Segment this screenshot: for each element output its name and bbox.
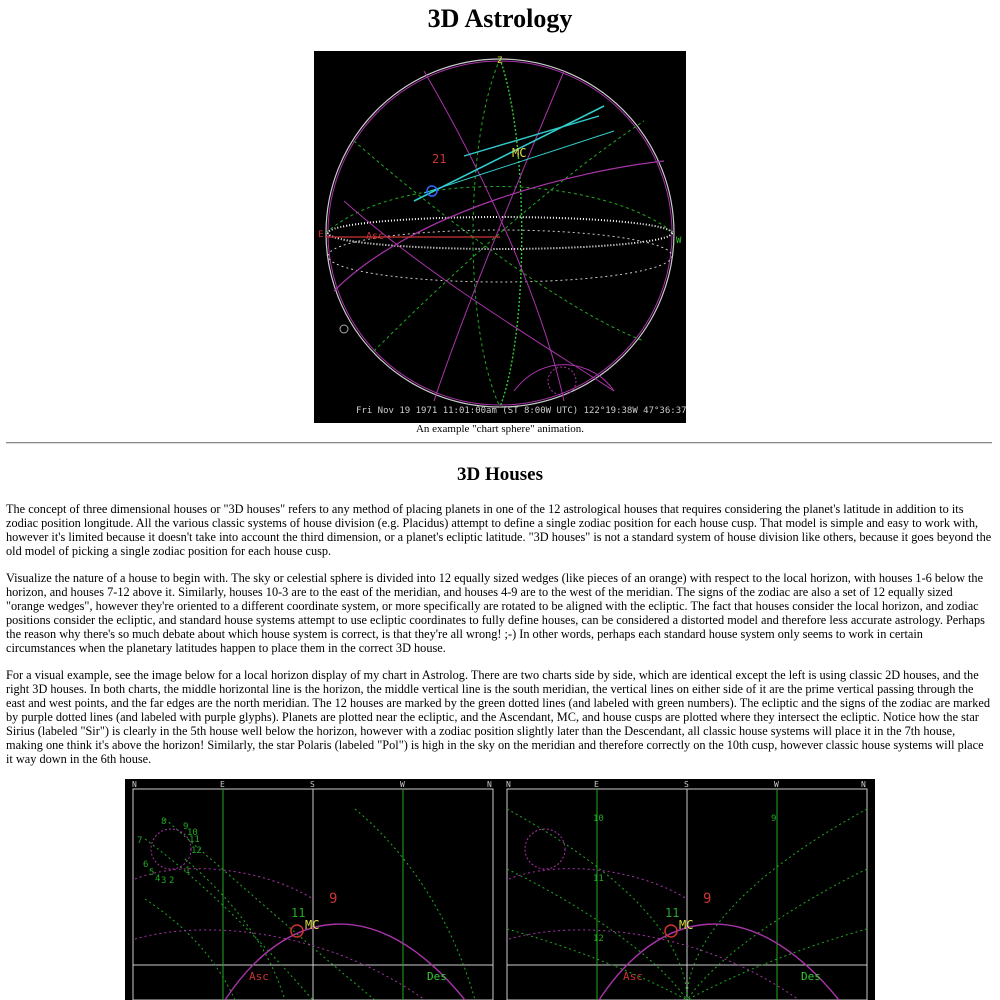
house-num: 2 — [169, 876, 175, 886]
section-title: 3D Houses — [456, 464, 544, 485]
paragraph-visual-example: For a visual example, see the image below for a local horizon display of my chart in Astrolog. There are two charts side by side, which are identical except the left is using classic 2D houses, and the right 3D houses. In both charts, the middle horizontal line is the horizon, the middle vertical line is the south meridian, the vertical lines on either side of it are the prime vertical passing through the east and west points, and the far edges are the north meridian. The 12 houses are marked by the green dotted lines (and labeled with green numbers). The ecliptic and the signs of the zodiac are marked by purple dotted lines (and labeled with purple glyphs). Planets are plotted near the ecliptic, and the Ascendant, MC, and house cusps are plotted where they intersect the ecliptic. Notice how the star Sirius (labeled "Sir") is clearly in the 5th house well below the horizon, however with a zodiac position slightly later than the Descendant, all classic house systems will place it in the 7th house, making one think it's above the horizon! Similarly, the star Polaris (labeled "Pol") is high in the sky on the meridian and therefore correctly on the 10th cusp, however classic house systems will place it way down in the 6th house. — [6, 668, 990, 766]
horizon-chart-3d-drawing — [499, 779, 875, 1000]
des-label: Des — [801, 970, 821, 983]
house-num-11: 11 — [291, 906, 306, 920]
asc-label: Asc — [623, 970, 643, 983]
top-label-w: W — [774, 780, 779, 789]
zodiac-num-9: 9 — [703, 891, 712, 907]
mc-label: MC — [305, 918, 320, 932]
paragraph-3d-houses-concept: The concept of three dimensional houses or "3D houses" refers to any method of placing planets in one of the 12 astrological houses that requires considering the planet's latitude in addition to its zodiac position longitude. All the various classic systems of house division (e.g. Placidus) attempt to define a single zodiac position for each house cusp. That model is simple and easy to work with, however it's limited because it doesn't take into account the third dimension, or a planet's ecliptic latitude. "3D houses" is not a standard system of house division like others, because it goes beyond the old model of picking a single zodiac position for each house cusp. — [6, 502, 992, 558]
top-label-s: S — [684, 780, 689, 789]
zenith-label: Z — [497, 56, 503, 66]
paragraph-house-nature: Visualize the nature of a house to begin with. The sky or celestial sphere is divided into 12 equally sized wedges (like pieces of an orange) with respect to the local horizon, with houses 1-6 below the horizon, and houses 7-12 above it. Similarly, houses 10-3 are to the east of the meridian, and houses 4-9 are to the west of the meridian. The signs of the zodiac are also a set of 12 equally sized "orange wedges", however they're oriented to a different coordinate system, or more specifically are rotated to be aligned with the ecliptic. The fact that houses consider the local horizon, and zodiac positions consider the ecliptic, and standard house systems attempt to use ecliptic coordinates to fully define houses, can be considered a distorted model and therefore less accurate astrology. Perhaps the reason why there's so much debate about which house system is correct, is that they're all wrong! ;-) In other words, perhaps each standard house system only seems to work in certain circumstances when the planetary latitudes happen to place them in the correct 3D house. — [6, 571, 985, 655]
page-title: 3D Astrology — [427, 4, 573, 33]
top-label-e: E — [220, 780, 225, 789]
house-num: 3 — [161, 876, 167, 886]
house-num-11: 11 — [665, 906, 680, 920]
west-label: W — [676, 236, 682, 246]
horizon-chart-3d-houses — [499, 779, 875, 1000]
mc-label: MC — [512, 146, 527, 160]
sphere-status-line: Fri Nov 19 1971 11:01:00am (ST 8:00W UTC) 122°19:38W 47°36:37N — [356, 406, 686, 416]
top-label-n1: N — [132, 780, 137, 789]
des-label: Des — [427, 970, 447, 983]
house-num: 6 — [143, 860, 149, 870]
house-num: 4 — [155, 874, 161, 884]
mc-label: MC — [679, 918, 694, 932]
section-divider — [6, 442, 992, 444]
chart-sphere-image — [314, 51, 686, 423]
east-label: E — [318, 230, 324, 240]
horizon-chart-2d-houses — [125, 779, 501, 1000]
top-label-n2: N — [861, 780, 866, 789]
house-num: 9 — [771, 814, 777, 824]
chart-sphere-drawing — [314, 51, 686, 423]
zodiac-num-9: 9 — [329, 891, 338, 907]
house-num: 11 — [189, 835, 200, 845]
asc-label: Asc — [366, 231, 385, 242]
top-label-w: W — [400, 780, 405, 789]
top-label-n2: N — [487, 780, 492, 789]
house-num: 10 — [593, 814, 604, 824]
house-num: 12 — [191, 846, 202, 856]
top-label-s: S — [310, 780, 315, 789]
house-num: 8 — [161, 817, 167, 827]
image-caption: An example "chart sphere" animation. — [415, 423, 585, 435]
house-num: 5 — [149, 868, 155, 878]
horizon-chart-2d-drawing — [125, 779, 501, 1000]
house-num: 9 — [183, 822, 189, 832]
house-num: 12 — [593, 934, 604, 944]
house-num: 7 — [137, 836, 143, 846]
house-num: 1 — [185, 866, 191, 876]
top-label-e: E — [594, 780, 599, 789]
asc-label: Asc — [249, 970, 269, 983]
top-label-n1: N — [506, 780, 511, 789]
svg-text:21: 21 — [432, 152, 447, 166]
house-num: 10 — [187, 828, 198, 838]
house-num: 11 — [593, 874, 604, 884]
